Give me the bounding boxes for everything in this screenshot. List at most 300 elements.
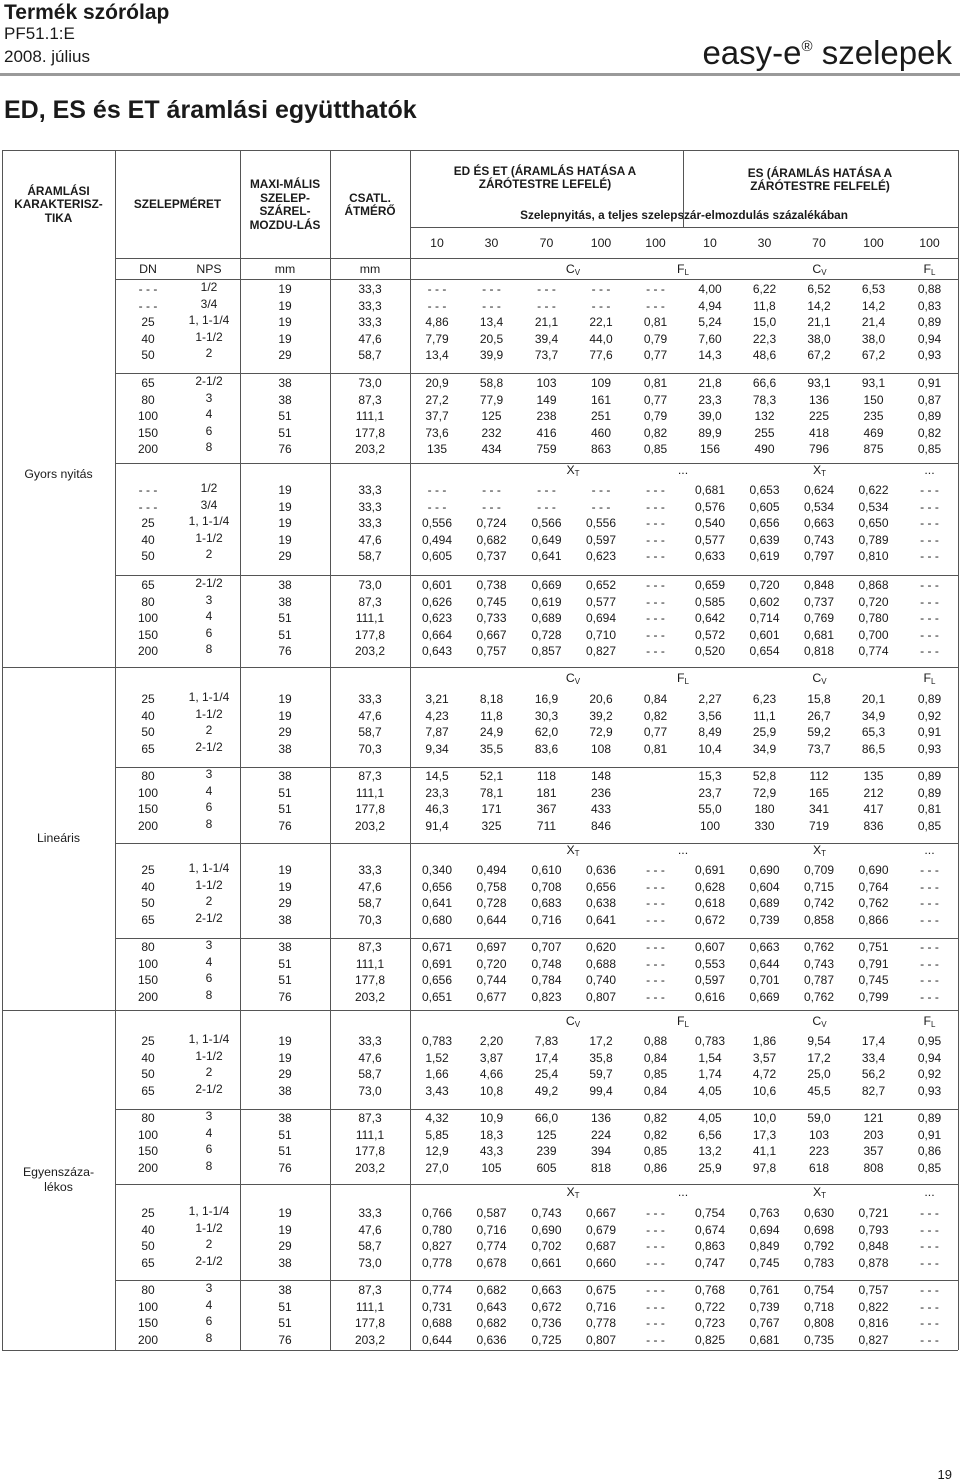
value-cell: 0,553 (694, 956, 726, 971)
value-cell: 14,2 (807, 298, 831, 313)
value-cell: 0,604 (749, 879, 780, 894)
value-cell: 0,534 (858, 499, 889, 514)
value-cell: 0,763 (749, 1206, 780, 1220)
value-cell: 0,769 (803, 611, 835, 626)
value-cell: - - - (920, 611, 939, 626)
value-cell: 0,682 (476, 1316, 507, 1331)
value-cell: - - - (537, 298, 556, 313)
value-cell: 17,3 (752, 1127, 777, 1142)
value-cell: 0,556 (585, 516, 617, 531)
value-cell: 341 (808, 802, 830, 817)
value-cell: 0,743 (803, 532, 835, 547)
value-cell: 330 (754, 818, 775, 833)
value-cell: - - - (920, 989, 939, 1004)
value-cell: 0,707 (531, 940, 562, 954)
value-cell: 156 (699, 442, 721, 457)
value-cell: 4,66 (479, 1067, 504, 1082)
value-cell: 0,762 (858, 896, 889, 911)
value-cell: 225 (808, 409, 830, 424)
value-cell: 0,716 (476, 1222, 507, 1237)
value-cell: 0,681 (749, 1332, 780, 1347)
dn-cell: 50 (141, 1067, 155, 1082)
travel-cell: 38 (278, 769, 292, 783)
value-cell: 38,0 (807, 331, 831, 346)
nps-cell: 4 (205, 609, 213, 624)
dn-cell: - - - (138, 282, 158, 296)
value-cell: 23,3 (698, 392, 722, 407)
value-cell: - - - (537, 483, 556, 497)
value-cell: 0,690 (749, 863, 780, 877)
dn-cell: 200 (137, 989, 159, 1004)
port-cell: 87,3 (358, 1111, 382, 1125)
percent-label: 100 (645, 236, 666, 250)
value-cell: 27,2 (425, 392, 449, 407)
value-cell: 0,669 (531, 578, 562, 592)
value-cell: 82,7 (861, 1083, 886, 1098)
dn-cell: 25 (141, 1206, 155, 1220)
travel-cell: 19 (278, 315, 292, 330)
value-cell: 223 (808, 1144, 830, 1159)
travel-cell: 29 (278, 1239, 292, 1254)
grid-line (115, 843, 958, 844)
value-cell: 8,18 (479, 692, 504, 706)
value-cell: 6,53 (861, 282, 886, 296)
value-cell: 0,641 (585, 912, 617, 927)
value-cell: 0,799 (858, 989, 889, 1004)
value-cell: 9,34 (425, 741, 449, 756)
value-cell: 0,534 (803, 499, 835, 514)
nps-cell: 3 (205, 1281, 213, 1295)
port-cell: 47,6 (358, 331, 382, 346)
value-cell: 0,669 (749, 989, 780, 1004)
value-cell: 0,735 (803, 1332, 835, 1347)
value-cell: 0,778 (585, 1316, 617, 1331)
port-cell: 203,2 (354, 989, 386, 1004)
nps-cell: 1, 1-1/4 (188, 861, 230, 875)
travel-cell: 51 (278, 425, 292, 440)
port-cell: 87,3 (358, 940, 382, 954)
value-cell: 0,687 (585, 1239, 617, 1254)
value-cell: 4,05 (698, 1083, 722, 1098)
dn-cell: 100 (137, 611, 159, 626)
port-cell: 58,7 (358, 1239, 382, 1254)
value-cell: - - - (646, 549, 665, 564)
value-cell: 14,3 (698, 348, 722, 363)
value-cell: 0,678 (476, 1255, 507, 1270)
value-cell: 1,52 (425, 1050, 449, 1065)
dn-cell: 80 (141, 1111, 155, 1125)
value-cell: 836 (863, 818, 884, 833)
travel-cell: 29 (278, 725, 292, 740)
dn-cell: 40 (141, 331, 155, 346)
dn-cell: 100 (137, 785, 159, 800)
value-cell: 26,7 (807, 708, 831, 723)
nps-cell: 1, 1-1/4 (188, 514, 230, 529)
dn-cell: 50 (141, 348, 155, 363)
value-cell: 0,688 (421, 1316, 453, 1331)
value-cell: 10,4 (698, 741, 722, 756)
value-cell: 0,83 (917, 298, 942, 313)
xt-subheader: $X_T$ (566, 463, 580, 478)
value-cell: 0,694 (749, 1222, 780, 1237)
value-cell: 0,733 (476, 611, 507, 626)
travel-cell: 51 (278, 802, 292, 817)
value-cell: 103 (536, 376, 557, 390)
value-cell: 6,52 (807, 282, 831, 296)
port-cell: 58,7 (358, 1067, 382, 1082)
percent-label: 30 (484, 236, 499, 250)
value-cell: 0,738 (476, 578, 507, 592)
value-cell: 417 (863, 802, 884, 817)
value-cell: 4,23 (425, 708, 449, 723)
value-cell: 10,9 (479, 1111, 504, 1125)
value-cell: 0,774 (421, 1283, 453, 1297)
dn-cell: 65 (141, 1083, 155, 1098)
travel-cell: 76 (278, 442, 292, 457)
value-cell: 73,7 (534, 348, 559, 363)
value-cell: 18,3 (479, 1127, 504, 1142)
value-cell: - - - (427, 298, 447, 313)
value-cell: 0,656 (749, 516, 780, 531)
nps-cell: 2-1/2 (195, 576, 223, 590)
value-cell: 0,88 (917, 282, 942, 296)
value-cell: 0,878 (858, 1255, 889, 1270)
travel-cell: 51 (278, 409, 292, 424)
value-cell: 0,716 (531, 912, 562, 927)
percent-label: 100 (863, 236, 884, 250)
value-cell: - - - (920, 1255, 939, 1270)
nps-cell: 1-1/2 (195, 329, 223, 344)
grid-line (115, 938, 958, 939)
value-cell: 0,720 (858, 594, 889, 609)
cv-subheader: $C_V$ (812, 1014, 827, 1029)
value-cell: - - - (646, 627, 665, 642)
unit-label: NPS (196, 262, 222, 276)
value-cell: 0,745 (749, 1255, 780, 1270)
grid-line (683, 150, 684, 227)
xt-subheader: $X_T$ (566, 843, 580, 858)
value-cell: 43,3 (479, 1144, 504, 1159)
value-cell: 0,764 (858, 879, 889, 894)
dn-cell: 80 (141, 594, 155, 609)
fl-subheader: $F_L$ (677, 671, 689, 686)
value-cell: 0,731 (421, 1299, 453, 1314)
value-cell: 65,3 (861, 725, 886, 740)
value-cell: 72,9 (752, 785, 777, 800)
value-cell: 35,8 (589, 1050, 613, 1065)
value-cell: - - - (482, 483, 501, 497)
value-cell: 0,89 (917, 1111, 942, 1125)
value-cell: 0,663 (749, 940, 780, 954)
value-cell: 2,20 (479, 1034, 504, 1048)
nps-cell: 4 (205, 783, 213, 798)
value-cell: - - - (920, 1206, 939, 1220)
travel-cell: 51 (278, 956, 292, 971)
value-cell: 20,5 (479, 331, 504, 346)
travel-cell: 19 (278, 863, 292, 877)
nps-cell: 8 (205, 1330, 213, 1345)
value-cell: - - - (646, 298, 665, 313)
value-cell: 759 (536, 442, 557, 457)
value-cell: 0,89 (917, 769, 942, 783)
value-cell: 6,22 (752, 282, 777, 296)
value-cell: 796 (808, 442, 830, 457)
value-cell: - - - (646, 896, 665, 911)
grid-line (2, 1350, 958, 1351)
travel-cell: 76 (278, 1332, 292, 1347)
value-cell: - - - (920, 532, 939, 547)
value-cell: 4,00 (698, 282, 722, 296)
value-cell: 0,656 (421, 879, 453, 894)
travel-cell: 19 (278, 1050, 292, 1065)
value-cell: 13,4 (479, 315, 504, 330)
value-cell: 0,723 (694, 1316, 726, 1331)
value-cell: 0,743 (531, 1206, 562, 1220)
value-cell: - - - (646, 483, 665, 497)
value-cell: 0,791 (858, 956, 889, 971)
value-cell: 0,737 (803, 594, 835, 609)
value-cell: 605 (536, 1160, 557, 1175)
port-cell: 111,1 (355, 956, 385, 971)
value-cell: 121 (863, 1111, 884, 1125)
port-cell: 58,7 (358, 896, 382, 911)
travel-cell: 76 (278, 1160, 292, 1175)
value-cell: 0,758 (476, 879, 507, 894)
dn-cell: 25 (141, 1034, 155, 1048)
value-cell: 0,652 (585, 578, 617, 592)
value-cell: 39,0 (698, 409, 722, 424)
category-label: Lineáris (36, 831, 81, 845)
value-cell: 38,0 (861, 331, 886, 346)
value-cell: 239 (536, 1144, 557, 1159)
value-cell: 0,638 (585, 896, 617, 911)
value-cell: 15,0 (752, 315, 777, 330)
port-cell: 33,3 (358, 499, 382, 514)
value-cell: 0,698 (803, 1222, 835, 1237)
value-cell: 0,807 (585, 989, 617, 1004)
value-cell: 0,85 (917, 1160, 942, 1175)
value-cell: 2,27 (698, 692, 722, 706)
header-flow-characteristic: ÁRAMLÁSI KARAKTERISZ-TIKA (14, 183, 103, 225)
value-cell: 469 (863, 425, 884, 440)
port-cell: 33,3 (358, 315, 382, 330)
port-cell: 73,0 (358, 1083, 382, 1098)
port-cell: 33,3 (358, 692, 382, 706)
value-cell: 0,641 (531, 549, 562, 564)
value-cell: 105 (481, 1160, 502, 1175)
value-cell: 0,656 (421, 973, 453, 988)
value-cell: 10,8 (479, 1083, 504, 1098)
dn-cell: 40 (141, 879, 155, 894)
value-cell: 67,2 (861, 348, 886, 363)
value-cell: 78,3 (752, 392, 777, 407)
value-cell: 77,9 (479, 392, 504, 407)
value-cell: 20,6 (589, 692, 613, 706)
value-cell: 33,4 (861, 1050, 886, 1065)
value-cell: 0,675 (585, 1283, 617, 1297)
value-cell: 0,663 (531, 1283, 562, 1297)
dn-cell: 100 (137, 409, 159, 424)
value-cell: 0,682 (476, 1283, 507, 1297)
value-cell: 72,9 (589, 725, 613, 740)
nps-cell: 1-1/2 (195, 1048, 223, 1063)
nps-cell: 3/4 (200, 296, 218, 311)
value-cell: 0,616 (694, 989, 726, 1004)
value-cell: - - - (537, 499, 556, 514)
value-cell: 0,91 (917, 376, 942, 390)
dn-cell: 200 (137, 644, 159, 659)
value-cell: - - - (646, 532, 665, 547)
value-cell: 14,5 (425, 769, 449, 783)
value-cell: 0,79 (643, 331, 668, 346)
value-cell: 0,91 (917, 1127, 942, 1142)
value-cell: 0,858 (803, 912, 835, 927)
nps-cell: 8 (205, 1158, 213, 1173)
port-cell: 177,8 (354, 1316, 386, 1331)
value-cell: 135 (863, 769, 884, 783)
travel-cell: 38 (278, 1111, 292, 1125)
value-cell: 0,654 (749, 644, 780, 659)
value-cell: 0,636 (476, 1332, 507, 1347)
value-cell: 0,577 (694, 532, 726, 547)
value-cell: 148 (590, 769, 612, 783)
cv-subheader: $C_V$ (812, 671, 827, 686)
value-cell: 251 (590, 409, 612, 424)
port-cell: 87,3 (358, 392, 382, 407)
value-cell: 0,610 (531, 863, 562, 877)
value-cell: 0,86 (643, 1160, 668, 1175)
value-cell: - - - (646, 611, 665, 626)
value-cell: 4,86 (425, 315, 449, 330)
value-cell: 0,783 (803, 1255, 835, 1270)
dn-cell: 50 (141, 725, 155, 740)
value-cell: 0,822 (858, 1299, 889, 1314)
value-cell: 0,739 (749, 912, 780, 927)
value-cell: 875 (863, 442, 884, 457)
value-cell: 48,6 (752, 348, 777, 363)
value-cell: 12,9 (425, 1144, 449, 1159)
value-cell: 0,689 (749, 896, 780, 911)
value-cell: 0,740 (585, 973, 617, 988)
value-cell: 0,82 (643, 425, 668, 440)
value-cell: 52,1 (479, 769, 504, 783)
value-cell: - - - (646, 1222, 665, 1237)
value-cell: 0,556 (421, 516, 453, 531)
grid-line (958, 150, 959, 1350)
value-cell: 711 (536, 818, 557, 833)
value-cell: 0,789 (858, 532, 889, 547)
value-cell: 0,623 (421, 611, 453, 626)
dn-cell: 150 (137, 1144, 159, 1159)
value-cell: 0,82 (643, 708, 668, 723)
grid-line (115, 279, 958, 280)
value-cell: 13,4 (425, 348, 449, 363)
value-cell: - - - (920, 1283, 939, 1297)
value-cell: 112 (809, 769, 829, 783)
value-cell: - - - (646, 499, 665, 514)
port-cell: 203,2 (354, 442, 386, 457)
value-cell: 17,4 (861, 1034, 886, 1048)
value-cell: 0,863 (694, 1239, 726, 1254)
value-cell: 67,2 (807, 348, 831, 363)
travel-cell: 38 (278, 594, 292, 609)
percent-label: 30 (757, 236, 772, 250)
value-cell: - - - (427, 282, 447, 296)
nps-cell: 2-1/2 (195, 374, 223, 388)
value-cell: 93,1 (807, 376, 831, 390)
fl-subheader: $F_L$ (923, 1014, 936, 1029)
port-cell: 47,6 (358, 879, 382, 894)
nps-cell: 8 (205, 987, 213, 1002)
value-cell: - - - (920, 483, 939, 497)
dn-cell: 65 (141, 578, 155, 592)
value-cell: 0,94 (917, 331, 942, 346)
value-cell: 0,762 (803, 940, 835, 954)
grid-line (410, 150, 411, 1350)
value-cell: 181 (536, 785, 557, 800)
travel-cell: 51 (278, 1127, 292, 1142)
value-cell: - - - (646, 1239, 665, 1254)
value-cell: 97,8 (752, 1160, 777, 1175)
doc-code: PF51.1:E (4, 24, 75, 43)
grid-line (330, 150, 331, 1350)
dn-cell: 80 (141, 392, 155, 407)
port-cell: 47,6 (358, 1222, 382, 1237)
value-cell: - - - (646, 516, 665, 531)
value-cell: 0,89 (917, 692, 942, 706)
value-cell: - - - (920, 940, 939, 954)
value-cell: 0,644 (476, 912, 507, 927)
value-cell: 78,1 (479, 785, 504, 800)
dn-cell: 150 (137, 1316, 159, 1331)
value-cell: 73,7 (807, 741, 831, 756)
value-cell: 25,9 (698, 1160, 722, 1175)
header-opening: Szelepnyitás, a teljes szelepszár-elmozdulás százalékában (520, 208, 848, 223)
value-cell: - - - (646, 940, 665, 954)
value-cell: 0,641 (421, 896, 453, 911)
value-cell: 0,93 (917, 1083, 942, 1098)
value-cell: 0,77 (643, 348, 668, 363)
value-cell: 0,95 (917, 1034, 942, 1048)
unit-label: mm (274, 262, 296, 276)
value-cell: 15,3 (698, 769, 722, 783)
dn-cell: 40 (141, 1050, 155, 1065)
value-cell: 0,793 (858, 1222, 889, 1237)
value-cell: 0,848 (803, 578, 835, 592)
value-cell: 0,868 (858, 578, 889, 592)
port-cell: 177,8 (354, 973, 386, 988)
travel-cell: 19 (278, 483, 292, 497)
value-cell: 0,747 (694, 1255, 726, 1270)
unit-label: mm (359, 262, 381, 276)
travel-cell: 29 (278, 1067, 292, 1082)
port-cell: 58,7 (358, 549, 382, 564)
value-cell: 39,4 (534, 331, 559, 346)
value-cell: 0,643 (476, 1299, 507, 1314)
value-cell: - - - (646, 1316, 665, 1331)
value-cell: 0,827 (421, 1239, 453, 1254)
value-cell: 1,86 (752, 1034, 777, 1048)
port-cell: 111,1 (355, 1299, 385, 1314)
value-cell: 818 (590, 1160, 612, 1175)
value-cell: 0,79 (643, 409, 668, 424)
travel-cell: 38 (278, 1083, 292, 1098)
value-cell: 0,725 (531, 1332, 562, 1347)
value-cell: - - - (646, 1255, 665, 1270)
value-cell: 24,9 (479, 725, 504, 740)
grid-line (115, 1109, 958, 1110)
dn-cell: 150 (137, 973, 159, 988)
